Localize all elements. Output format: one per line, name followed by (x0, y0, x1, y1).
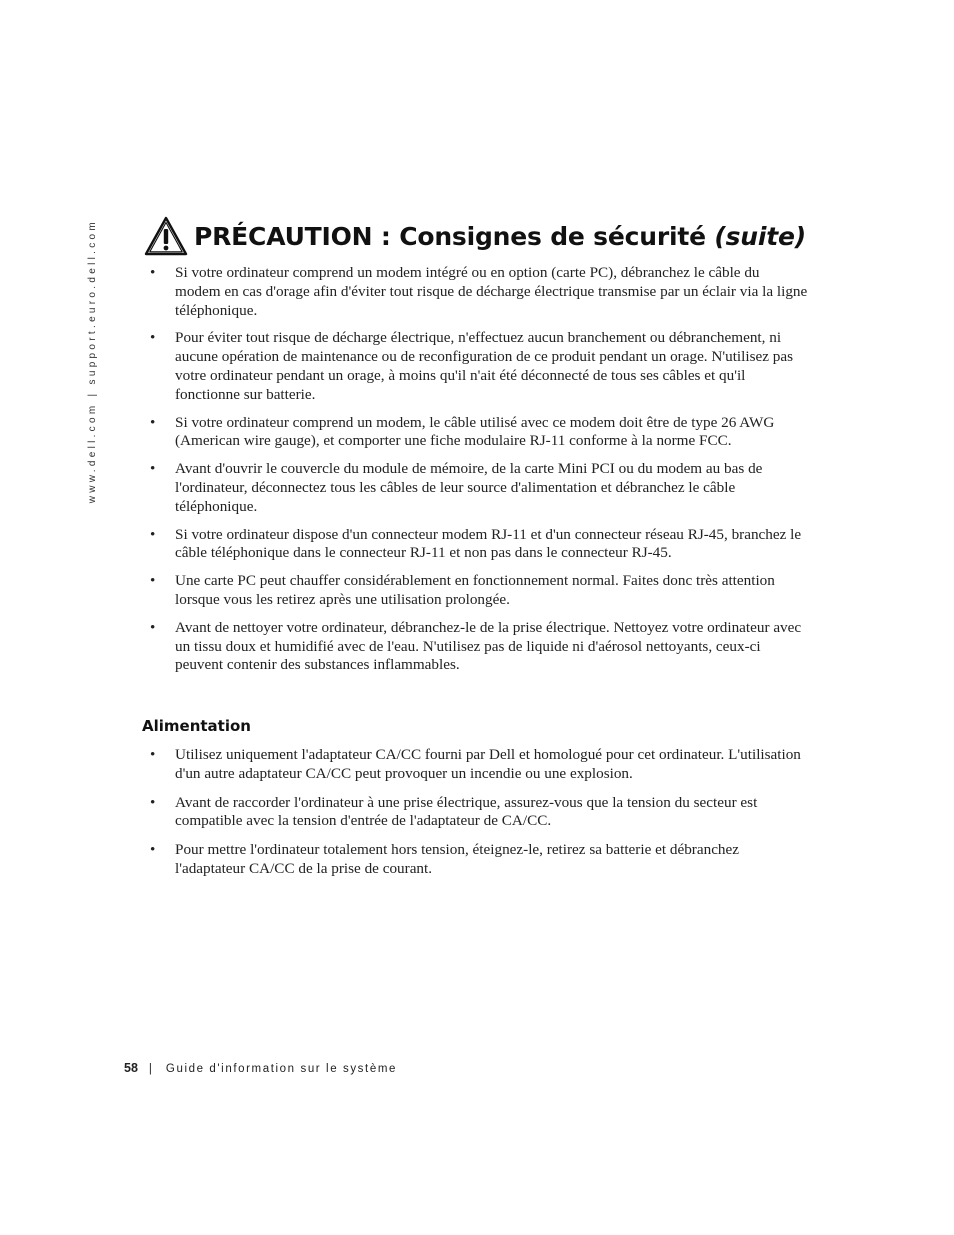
section-heading (144, 214, 806, 258)
subheading-alimentation: Alimentation (142, 717, 251, 735)
footer-separator: | (148, 1063, 152, 1075)
list-item: • Pour mettre l'ordinateur totalement hors tension, éteignez-le, retirez sa batterie et débranchez l'adaptateur CA/CC de la prise de courant. (148, 841, 808, 879)
list-item: • Avant d'ouvrir le couvercle du module de mémoire, de la carte Mini PCI ou du modem au bas de l'ordinateur, déconnectez tous les câbles de leur source d'alimentation et débranchez le câble téléphonique. (148, 460, 808, 516)
heading-main: PRÉCAUTION : Consignes de sécurité (194, 221, 706, 251)
list-item: • Une carte PC peut chauffer considérablement en fonctionnement normal. Faites donc très attention lorsque vous les retirez après une utilisation prolongée. (148, 572, 808, 610)
page-number: 58 (124, 1061, 138, 1075)
footer-doc-title: Guide d'information sur le système (165, 1063, 397, 1075)
safety-list-general (148, 264, 808, 684)
list-item: • Avant de raccorder l'ordinateur à une prise électrique, assurez-vous que la tension du secteur est compatible avec la tension d'entrée de l'adaptateur de CA/CC. (148, 794, 808, 832)
safety-list-power (148, 746, 808, 889)
list-item: • Avant de nettoyer votre ordinateur, débranchez-le de la prise électrique. Nettoyez votre ordinateur avec un tissu doux et humidifié avec de l'eau. N'utilisez pas de liquide ni d'aérosol nettoyants, ceux-ci peuvent contenir des substances inflammables. (148, 619, 808, 675)
heading-text (194, 222, 806, 251)
list-item: • Utilisez uniquement l'adaptateur CA/CC fourni par Dell et homologué pour cet ordinateur. L'utilisation d'un autre adaptateur CA/CC peut provoquer un incendie ou une explosion. (148, 746, 808, 784)
list-item: • Si votre ordinateur comprend un modem, le câble utilisé avec ce modem doit être de type 26 AWG (American wire gauge), et comporter une fiche modulaire RJ-11 conforme à la norme FCC. (148, 414, 808, 452)
side-website-url (84, 218, 100, 504)
list-item: • Si votre ordinateur comprend un modem intégré ou en option (carte PC), débranchez le câble du modem en cas d'orage afin d'éviter tout risque de décharge électrique transmise par un éclair via la ligne téléphonique. (148, 264, 808, 320)
side-url-text: www.dell.com | support.euro.dell.com (86, 218, 98, 504)
warning-triangle-icon (144, 216, 188, 256)
heading-suffix: (suite) (714, 221, 806, 251)
list-item: • Pour éviter tout risque de décharge électrique, n'effectuez aucun branchement ou débranchement, ni aucune opération de maintenance ou de reconfiguration de ce produit pendant un orage. N'utilisez pas votre ordinateur pendant un orage, à moins qu'il n'ait été déconnecté de tous ses câbles et qu'il fonctionne sur batterie. (148, 329, 808, 404)
list-item: • Si votre ordinateur dispose d'un connecteur modem RJ-11 et d'un connecteur réseau RJ-45, branchez le câble téléphonique dans le connecteur RJ-11 et non pas dans le connecteur RJ-45. (148, 526, 808, 564)
page-footer (124, 1061, 397, 1075)
